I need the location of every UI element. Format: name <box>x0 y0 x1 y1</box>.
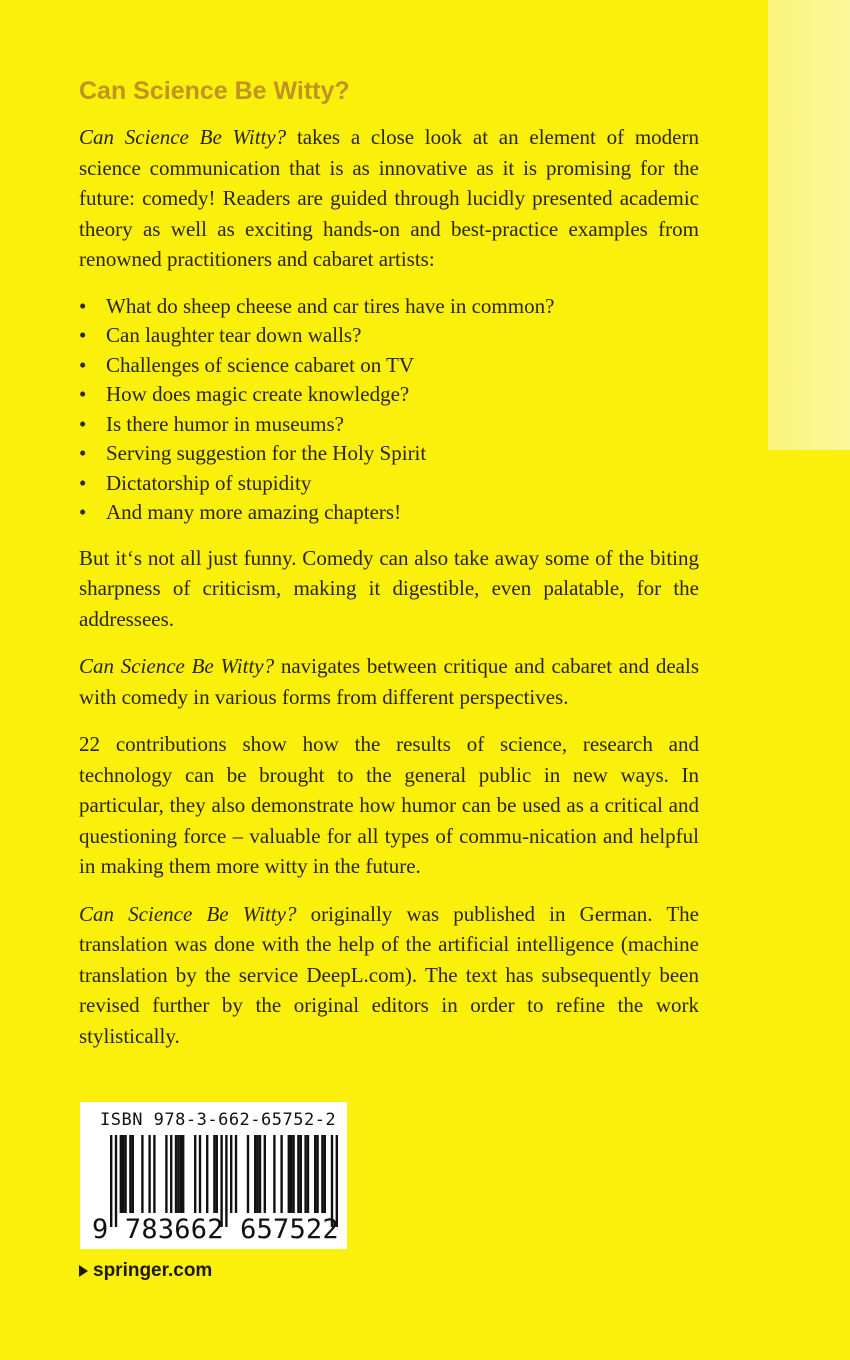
funny-paragraph: But it‘s not all just funny. Comedy can also take away some of the biting sharpness of criticism, making it digestible, even palatable, for the addressees. <box>79 545 699 631</box>
barcode-bar <box>254 1135 256 1213</box>
navigates-paragraph <box>79 651 699 712</box>
barcode-bar <box>206 1135 208 1213</box>
barcode-bar <box>321 1135 323 1213</box>
chapter-bullet-item <box>79 380 699 410</box>
barcode-bar <box>141 1135 143 1213</box>
intro-paragraph <box>79 122 699 275</box>
book-title-heading: Can Science Be Witty? <box>79 77 350 105</box>
contributions-paragraph: 22 contributions show how the results of science, research and technology can be brought to the general public in new ways. In particular, they also demonstrate how humor can be used as a critical and questioning force – valuable for all types of commu-nication and helpful in making them more witty in the future. <box>79 732 699 878</box>
chapter-bullet-item <box>79 469 699 499</box>
barcode-bar <box>170 1135 172 1213</box>
bullet-icon: • <box>79 500 87 524</box>
barcode-bar <box>300 1135 302 1213</box>
chapter-bullet-item <box>79 351 699 381</box>
triangle-arrow-icon <box>79 1265 88 1277</box>
barcode-bar <box>288 1135 290 1213</box>
barcode-bar <box>259 1135 261 1213</box>
barcode-bar <box>124 1135 126 1213</box>
bullet-icon: • <box>79 411 87 436</box>
navigates-text: navigates between critique and cabaret and deals with comedy in various forms from different perspectives. <box>79 654 699 709</box>
chapter-bullet-text: Can laughter tear down walls? <box>106 323 362 347</box>
translation-paragraph <box>79 899 699 1052</box>
barcode-bar <box>177 1135 179 1213</box>
chapter-bullet-item <box>79 439 699 469</box>
barcode-bar <box>180 1135 182 1213</box>
bullet-icon: • <box>79 470 87 495</box>
barcode-bar <box>122 1135 124 1213</box>
chapter-bullet-item <box>79 410 699 440</box>
barcode-bar <box>120 1135 122 1213</box>
chapter-bullet-item <box>79 321 699 351</box>
barcode-bar <box>324 1135 326 1213</box>
bullet-icon: • <box>79 441 87 465</box>
chapter-bullet-text: Serving suggestion for the Holy Spirit <box>106 441 427 465</box>
publisher-link[interactable] <box>79 1260 212 1282</box>
bullet-icon: • <box>79 293 87 318</box>
intro-text: takes a close look at an element of modern science communication that is as innovative as it is promising for the future: comedy! Readers are guided through lucidly presented academic theory as well as exciting hands-on and best-practice examples from renowned practitioners and cabaret artists: <box>79 125 699 271</box>
chapter-bullet-text: And many more amazing chapters! <box>106 500 402 524</box>
chapter-bullet-text: Challenges of science cabaret on TV <box>106 352 415 377</box>
barcode-bar <box>304 1135 306 1213</box>
translation-title-italic: Can Science Be Witty? <box>79 901 297 926</box>
ean-digits: 9 783662 657522 <box>92 1214 339 1245</box>
barcode-bar <box>235 1135 237 1213</box>
barcode-bar <box>213 1135 215 1213</box>
isbn-label: ISBN 978-3-662-65752-2 <box>100 1110 337 1130</box>
chapter-bullet-text: What do sheep cheese and car tires have in common? <box>106 293 555 318</box>
barcode-bar <box>290 1135 292 1213</box>
spine-light-strip <box>768 0 850 450</box>
navigates-title-italic: Can Science Be Witty? <box>79 654 275 678</box>
barcode-bar <box>153 1135 155 1213</box>
barcode-bar <box>148 1135 150 1213</box>
chapter-bullet-item <box>79 292 699 322</box>
barcode-bar <box>199 1135 201 1213</box>
bullet-icon: • <box>79 382 87 406</box>
bullet-icon: • <box>79 323 87 347</box>
back-cover-text <box>79 74 699 1068</box>
barcode-bar <box>132 1135 134 1213</box>
barcode-bar <box>273 1135 275 1213</box>
chapter-bullet-item <box>79 498 699 528</box>
chapter-bullet-text: Dictatorship of stupidity <box>106 470 312 495</box>
barcode-bar <box>316 1135 318 1213</box>
chapter-bullet-text: Is there humor in museums? <box>106 411 344 436</box>
barcode-bar <box>165 1135 167 1213</box>
barcode-bar <box>247 1135 249 1213</box>
barcode-bar <box>307 1135 309 1213</box>
publisher-url: springer.com <box>93 1260 213 1281</box>
barcode-bar <box>230 1135 232 1213</box>
barcode-bar <box>194 1135 196 1213</box>
bullet-icon: • <box>79 352 87 377</box>
chapter-bullet-text: How does magic create knowledge? <box>106 382 410 406</box>
barcode-bar <box>256 1135 258 1213</box>
barcode-bar <box>264 1135 266 1213</box>
barcode-bar <box>182 1135 184 1213</box>
barcode-bar <box>280 1135 282 1213</box>
intro-title-italic: Can Science Be Witty? <box>79 125 287 149</box>
barcode-bar <box>314 1135 316 1213</box>
barcode-bar <box>297 1135 299 1213</box>
isbn-barcode <box>80 1102 347 1249</box>
barcode-bar <box>129 1135 131 1213</box>
translation-text: originally was published in German. The translation was done with the help of the artificial intelligence (machine translation by the service DeepL.com). The text has subsequently been revised further by the original editors in order to refine the work stylistically. <box>79 901 699 1048</box>
barcode-bar <box>292 1135 294 1213</box>
barcode-bar <box>175 1135 177 1213</box>
chapter-bullet-list <box>79 292 699 528</box>
barcode-bar <box>216 1135 218 1213</box>
